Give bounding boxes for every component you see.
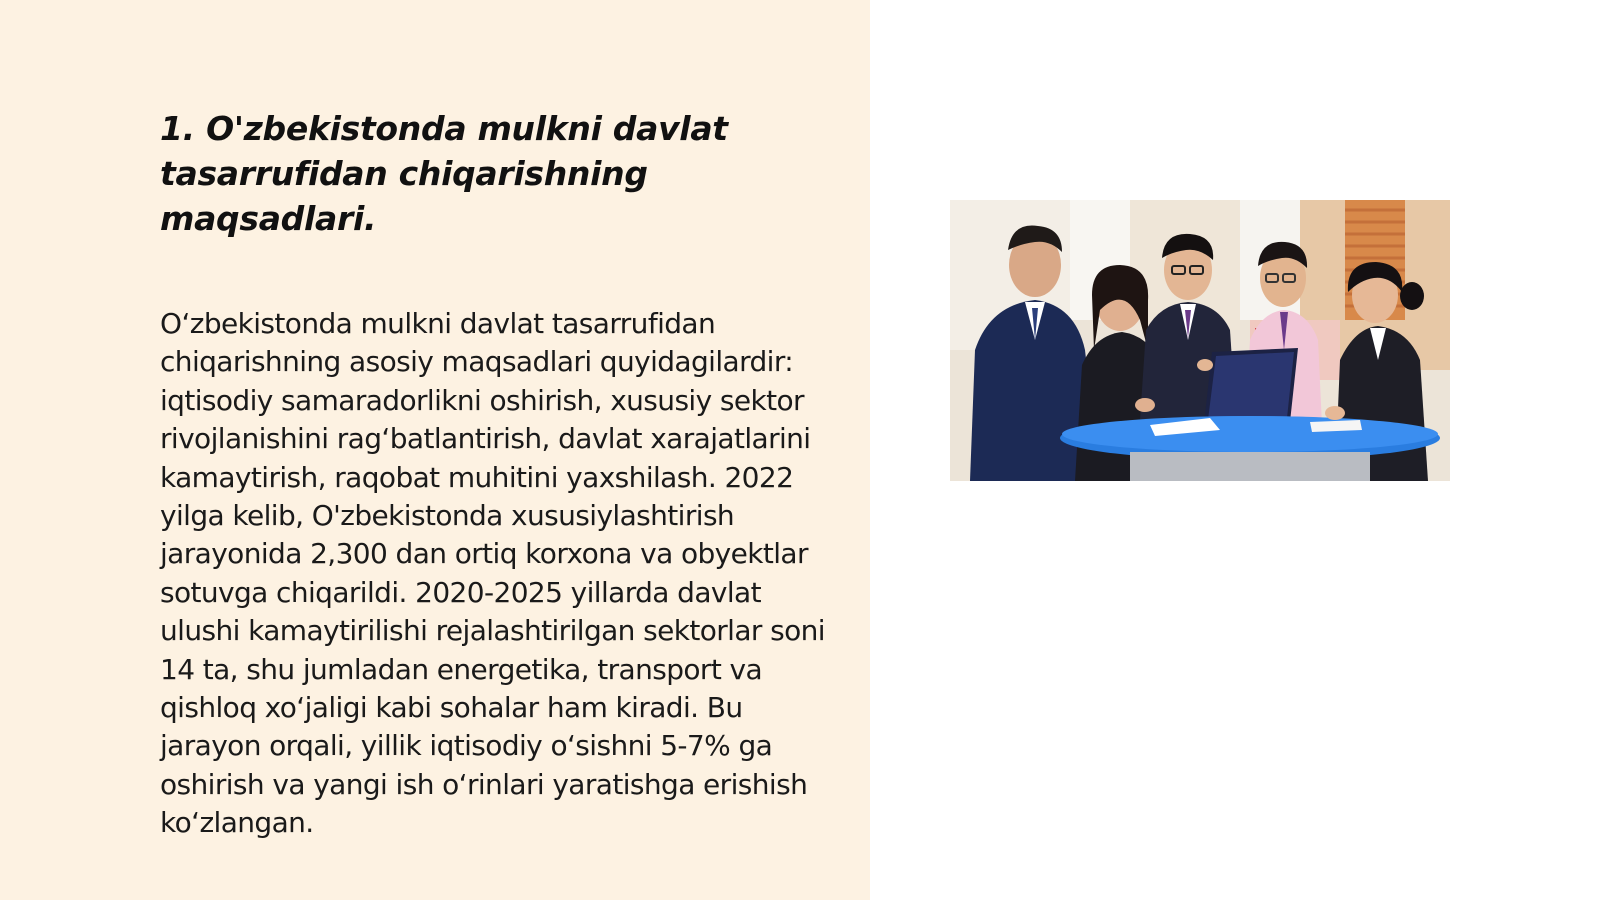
students-photo-illustration bbox=[950, 200, 1450, 481]
students-photo bbox=[950, 200, 1450, 481]
slide-title: 1. O'zbekistonda mulkni davlat tasarrufidan chiqarishning maqsadlari. bbox=[160, 109, 728, 238]
slide-body-text: O‘zbekistonda mulkni davlat tasarrufidan chiqarishning asosiy maqsadlari quyidagilardir: iqtisodiy samaradorlikni oshirish, xususiy sektor rivojlanishini rag‘batlantirish, davlat xarajatlarini kamaytirish, raqobat muhitini yaxshilash. 2022 yilga kelib, O'zbekistonda xususiylashtirish jarayonida 2,300 dan ortiq korxona va obyektlar sotuvga chiqarildi. 2020-2025 yillarda davlat ulushi kamaytirilishi rejalashtirilgan sektorlar soni 14 ta, shu jumladan energetika, transport va qishloq xo‘jaligi kabi sohalar ham kiradi. Bu jarayon orqali, yillik iqtisodiy o‘sishni 5-7% ga oshirish va yangi ish o‘rinlari yaratishga erishish ko‘zlangan. bbox=[160, 307, 825, 840]
